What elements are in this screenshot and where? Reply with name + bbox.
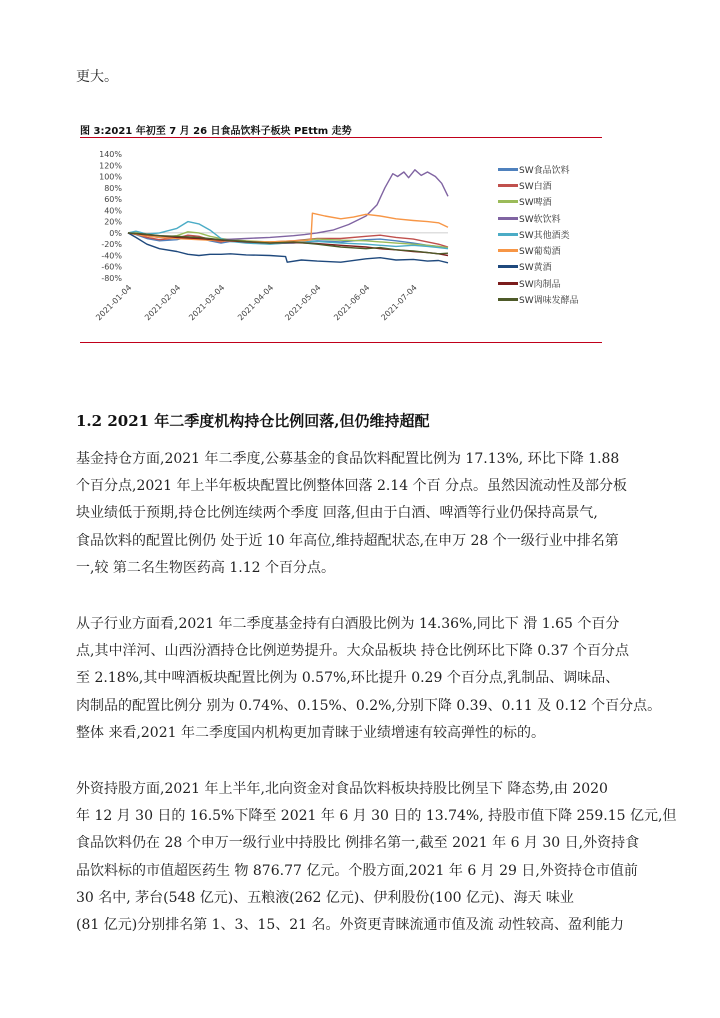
x-tick-label: 2021-04-04 <box>236 283 276 323</box>
x-tick-label: 2021-01-04 <box>94 283 134 323</box>
figure-title: 图 3:2021 年初至 7 月 26 日食品饮料子板块 PEttm 走势 <box>80 126 352 137</box>
paragraph-line: 基金持仓方面,2021 年二季度,公募基金的食品饮料配置比例为 17.13%, 环比下降 1.88 <box>76 451 620 467</box>
figure-bottom-rule <box>80 342 602 343</box>
x-tick-label: 2021-02-04 <box>143 283 183 323</box>
paragraph-line: 块业绩低于预期,持仓比例连续两个季度 回落,但由于白酒、啤酒等行业仍保持高景气, <box>76 505 598 522</box>
paragraph-line: 食品饮料仍在 28 个申万一级行业中持股比 例排名第一,截至 2021 年 6 月 30 日,外资持食 <box>76 835 640 852</box>
y-tick-label: -80% <box>101 274 122 283</box>
legend-label: SW肉制品 <box>519 279 561 290</box>
section-heading: 1.2 2021 年二季度机构持仓比例回落,但仍维持超配 <box>76 412 430 430</box>
figure-top-rule <box>80 137 602 138</box>
y-tick-label: 60% <box>104 195 122 205</box>
legend-item <box>498 210 579 226</box>
paragraph-line: 30 名中, 茅台(548 亿元)、五粮液(262 亿元)、伊利股份(100 亿元)、海天 味业 <box>76 889 574 906</box>
paragraph-line: 食品饮料的配置比例仍 处于近 10 年高位,维持超配状态,在申万 28 个一级行业中排名第 <box>76 532 619 549</box>
legend-item <box>498 259 579 275</box>
legend-label: SW白酒 <box>519 181 552 192</box>
paragraph-line: (81 亿元)分别排名第 1、3、15、21 名。外资更青睐流通市值及流 动性较高、盈利能力 <box>76 917 624 934</box>
y-tick-label: -20% <box>101 240 122 250</box>
legend-swatch <box>498 233 518 236</box>
paragraph-line: 外资持股方面,2021 年上半年,北向资金对食品饮料板块持股比例呈下 降态势,由 2020 <box>76 781 608 797</box>
legend-swatch <box>498 200 518 203</box>
paragraph-line: 从子行业方面看,2021 年二季度基金持有白酒股比例为 14.36%,同比下 滑 1.65 个百分 <box>76 616 620 632</box>
paragraph-fund-holdings <box>76 446 642 582</box>
x-tick-label: 2021-06-04 <box>332 283 372 323</box>
chart-legend <box>498 161 579 308</box>
x-tick-label: 2021-07-04 <box>379 283 419 323</box>
y-tick-label: -60% <box>101 262 122 272</box>
y-tick-label: 140% <box>99 150 122 159</box>
legend-label: SW黄酒 <box>519 263 552 274</box>
legend-item <box>498 226 579 242</box>
legend-swatch <box>498 168 518 171</box>
y-tick-label: 120% <box>99 161 122 171</box>
paragraph-line: 个百分点,2021 年上半年板块配置比例整体回落 2.14 个百 分点。虽然因流动性及部分板 <box>76 478 628 495</box>
paragraph-line: 品饮料标的市值超医药生 物 876.77 亿元。个股方面,2021 年 6 月 29 日,外资持仓市值前 <box>76 862 638 879</box>
paragraph-line: 整体 来看,2021 年二季度国内机构更加青睐于业绩增速有较高弹性的标的。 <box>76 724 545 741</box>
legend-swatch <box>498 282 518 285</box>
y-tick-label: 40% <box>104 206 122 216</box>
paragraph-line: 至 2.18%,其中啤酒板块配置比例为 0.57%,环比提升 0.29 个百分点,乳制品、调味品、 <box>76 670 620 687</box>
line-chart <box>80 142 500 342</box>
legend-label: SW调味发酵品 <box>519 296 579 307</box>
legend-label: SW软饮料 <box>519 214 561 225</box>
x-tick-label: 2021-03-04 <box>187 283 227 323</box>
x-tick-label: 2021-05-04 <box>283 283 323 323</box>
legend-item <box>498 161 579 177</box>
paragraph-line: 年 12 月 30 日的 16.5%下降至 2021 年 6 月 30 日的 13.74%, 持股市值下降 259.15 亿元,但 <box>76 808 677 825</box>
y-tick-label: 80% <box>104 183 122 193</box>
legend-item <box>498 194 579 210</box>
y-tick-label: 20% <box>104 217 122 227</box>
legend-swatch <box>498 265 518 268</box>
legend-swatch <box>498 298 518 301</box>
paragraph-line: 肉制品的配置比例分 别为 0.74%、0.15%、0.2%,分别下降 0.39、0.11 及 0.12 个百分点。 <box>76 697 662 714</box>
legend-swatch <box>498 184 518 187</box>
paragraph-line: 一,较 第二名生物医药高 1.12 个百分点。 <box>76 559 335 576</box>
legend-label: SW其他酒类 <box>519 230 570 241</box>
y-tick-label: -40% <box>101 251 122 261</box>
legend-swatch <box>498 249 518 252</box>
y-tick-label: 0% <box>109 228 122 238</box>
legend-label: SW食品饮料 <box>519 165 570 176</box>
legend-label: SW葡萄酒 <box>519 247 561 258</box>
legend-item <box>498 275 579 291</box>
paragraph-sub-industry <box>76 611 662 747</box>
paragraph-foreign-holdings <box>76 776 677 939</box>
lead-text: 更大。 <box>76 69 118 85</box>
legend-swatch <box>498 217 518 220</box>
legend-label: SW啤酒 <box>519 198 552 209</box>
paragraph-line: 点,其中洋河、山西汾酒持仓比例逆势提升。大众品板块 持仓比例环比下降 0.37 个百分点 <box>76 643 629 660</box>
legend-item <box>498 177 579 193</box>
y-tick-label: 100% <box>99 172 122 182</box>
legend-item <box>498 291 579 307</box>
legend-item <box>498 242 579 258</box>
